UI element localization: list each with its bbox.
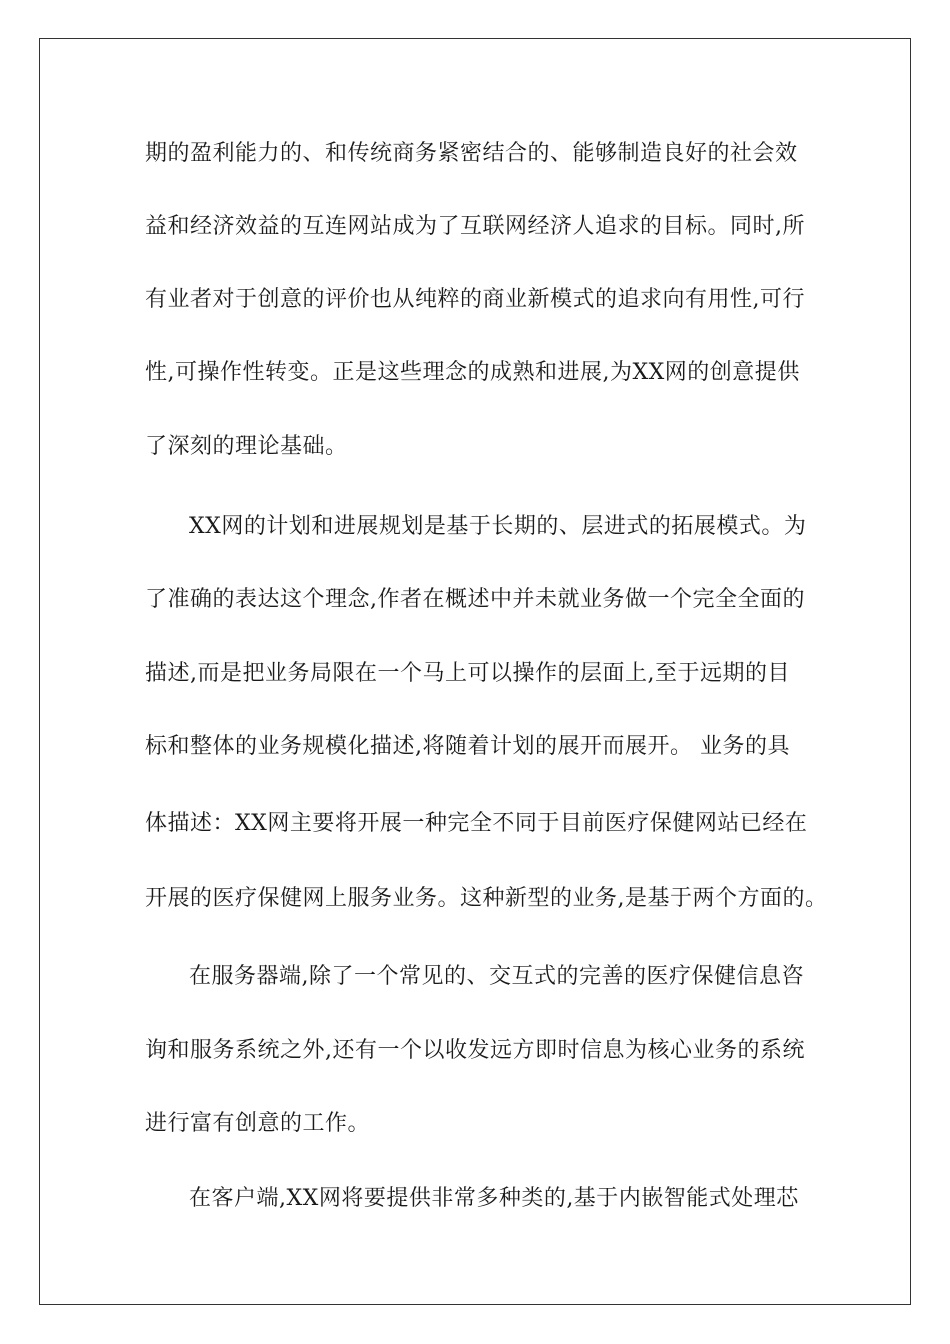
paragraph-line: 性,可操作性转变。正是这些理念的成熟和进展,为XX网的创意提供	[145, 360, 800, 385]
paragraph-line: 进行富有创意的工作。	[145, 1111, 371, 1136]
paragraph-line: 描述,而是把业务局限在一个马上可以操作的层面上,至于远期的目	[145, 661, 790, 686]
paragraph-line: 开展的医疗保健网上服务业务。这种新型的业务,是基于两个方面的。	[145, 886, 828, 911]
paragraph-line: 在服务器端,除了一个常见的、交互式的完善的医疗保健信息咨	[189, 964, 804, 989]
paragraph-line: 益和经济效益的互连网站成为了互联网经济人追求的目标。同时,所	[145, 214, 805, 239]
paragraph-line: 了准确的表达这个理念,作者在概述中并未就业务做一个完全全面的	[145, 587, 805, 612]
paragraph-line: 期的盈利能力的、和传统商务紧密结合的、能够制造良好的社会效	[145, 141, 798, 166]
paragraph-line: 了深刻的理论基础。	[145, 434, 348, 459]
paragraph-line: 有业者对于创意的评价也从纯粹的商业新模式的追求向有用性,可行	[145, 287, 805, 312]
paragraph-line: 体描述：XX网主要将开展一种完全不同于目前医疗保健网站已经在	[145, 811, 808, 836]
paragraph-line: 在客户端,XX网将要提供非常多种类的,基于内嵌智能式处理芯	[189, 1186, 799, 1211]
paragraph-line: 标和整体的业务规模化描述,将随着计划的展开而展开。 业务的具	[145, 734, 790, 759]
paragraph-line: 询和服务系统之外,还有一个以收发远方即时信息为核心业务的系统	[145, 1038, 805, 1063]
paragraph-line: XX网的计划和进展规划是基于长期的、层进式的拓展模式。为	[189, 514, 807, 539]
